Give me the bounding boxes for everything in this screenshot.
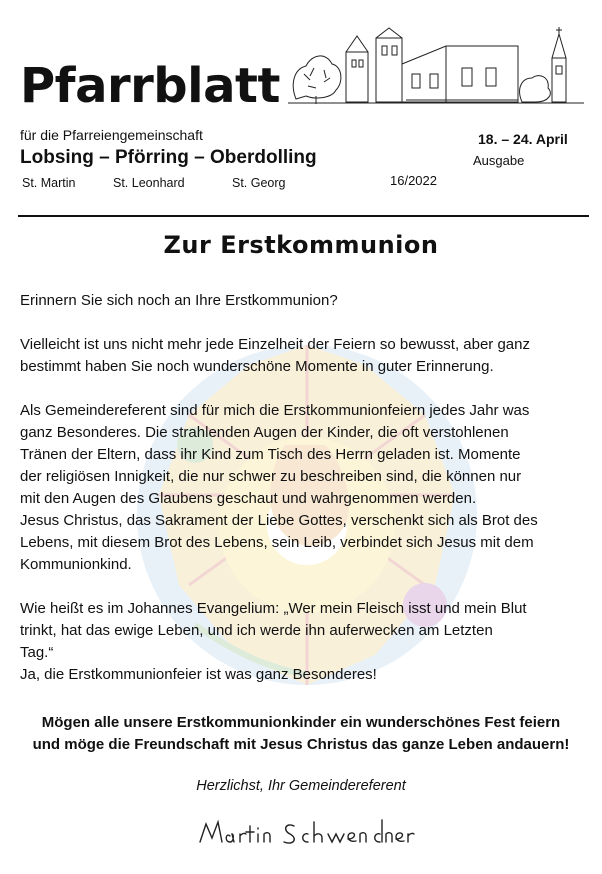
paragraph-gospel-quote: [20, 598, 590, 686]
paragraph-reflection: [20, 400, 590, 576]
church-sketch-icon: [286, 24, 586, 104]
text-line: Tränen der Eltern, dass ihr Kind zum Tisch des Herrn geladen ist. Momente: [20, 446, 521, 463]
article-heading: Zur Erstkommunion: [163, 231, 439, 259]
date-range: 18. – 24. April: [478, 131, 568, 147]
greeting: Herzlichst, Ihr Gemeindereferent: [196, 778, 406, 794]
text-line: Vielleicht ist uns nicht mehr jede Einzelheit der Feiern so bewusst, aber ganz: [20, 336, 530, 353]
text-line: ganz Besonderes. Die strahlenden Augen der Kinder, die oft verstohlenen: [20, 424, 509, 441]
header-divider: [18, 215, 589, 217]
text-line: Tag.“: [20, 644, 54, 661]
saint-martin: St. Martin: [22, 176, 76, 190]
closing-line: Mögen alle unsere Erstkommunionkinder ein wunderschönes Fest feiern: [41, 714, 561, 731]
edition-label: Ausgabe: [473, 153, 525, 168]
text-line: Wie heißt es im Johannes Evangelium: „Wer mein Fleisch isst und mein Blut: [20, 600, 527, 617]
signature-icon: [196, 812, 416, 852]
text-line: bestimmt haben Sie noch wunderschöne Momente in guter Erinnerung.: [20, 358, 494, 375]
paragraph-memories: [20, 334, 590, 378]
article-body: [20, 290, 590, 686]
paragraph-question: [20, 290, 590, 312]
masthead: [0, 0, 602, 220]
parish-names: Lobsing – Pförring – Oberdolling: [20, 147, 317, 168]
subtitle: für die Pfarreiengemeinschaft: [20, 127, 203, 143]
issue-number: 16/2022: [390, 173, 437, 188]
text-line: Jesus Christus, das Sakrament der Liebe Gottes, verschenkt sich als Brot des: [20, 512, 538, 529]
newsletter-title: Pfarrblatt: [20, 58, 280, 114]
closing-wish: [0, 712, 602, 756]
text-line: trinkt, hat das ewige Leben, und ich werde ihn auferwecken am Letzten: [20, 622, 493, 639]
text-line: der religiösen Innigkeit, die nur schwer zu beschreiben sind, die können nur: [20, 468, 522, 485]
text-line: Lebens, mit diesem Brot des Lebens, sein Leib, verbindet sich Jesus mit dem: [20, 534, 534, 551]
text-line: Kommunionkind.: [20, 556, 132, 573]
text-line: Erinnern Sie sich noch an Ihre Erstkommunion?: [20, 292, 338, 309]
saint-georg: St. Georg: [232, 176, 286, 190]
text-line: Als Gemeindereferent sind für mich die Erstkommunionfeiern jedes Jahr was: [20, 402, 530, 419]
text-line: mit den Augen des Glaubens geschaut und wahrgenommen werden.: [20, 490, 477, 507]
saint-leonhard: St. Leonhard: [113, 176, 185, 190]
closing-line: und möge die Freundschaft mit Jesus Christus das ganze Leben andauern!: [32, 736, 570, 753]
text-line: Ja, die Erstkommunionfeier ist was ganz Besonderes!: [20, 666, 377, 683]
